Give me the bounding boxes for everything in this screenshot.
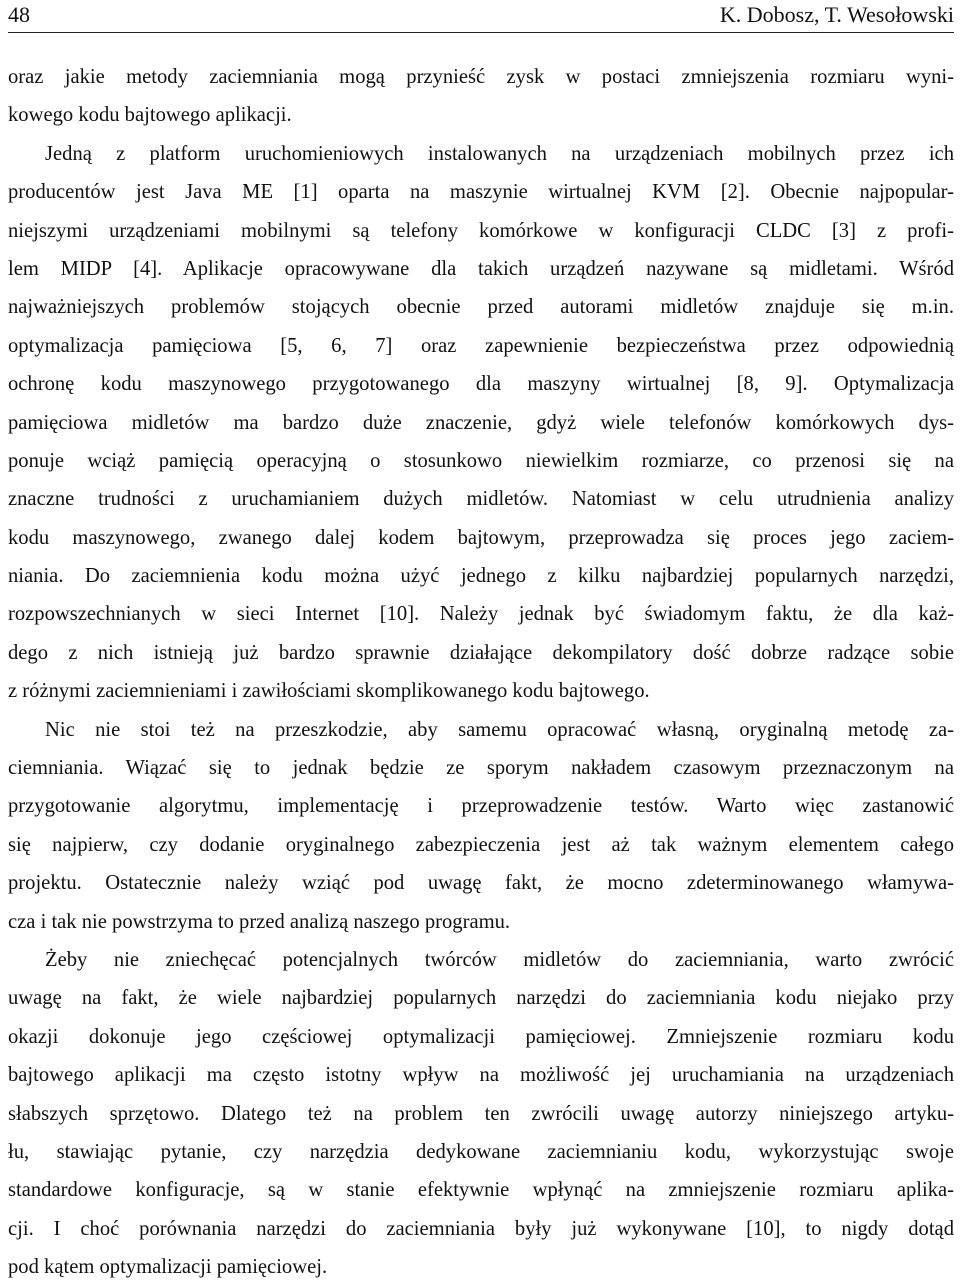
text-line: przygotowanie algorytmu, implementację i przeprowadzenie testów. Warto więc zastanowić	[8, 795, 954, 818]
text-line: Nic nie stoi też na przeszkodzie, aby samemu opracować własną, oryginalną metodę za-	[45, 718, 954, 741]
text-line: ochronę kodu maszynowego przygotowanego dla maszyny wirtualnej [8, 9]. Optymalizacja	[8, 373, 954, 396]
text-line: rozpowszechnianych w sieci Internet [10]. Należy jednak być świadomym faktu, że dla każ-	[8, 603, 954, 626]
text-line: cza i tak nie powstrzyma to przed analizą naszego programu.	[8, 910, 511, 933]
text-line: projektu. Ostatecznie należy wziąć pod uwagę fakt, że mocno zdeterminowanego włamywa-	[8, 872, 954, 895]
text-line: się najpierw, czy dodanie oryginalnego zabezpieczenia jest aż tak ważnym elementem całego	[8, 833, 954, 856]
text-line: standardowe konfiguracje, są w stanie efektywnie wpłynąć na zmniejszenie rozmiaru aplika-	[8, 1179, 954, 1202]
text-line: niejszymi urządzeniami mobilnymi są telefony komórkowe w konfiguracji CLDC [3] z profi-	[8, 219, 954, 242]
text-line: pod kątem optymalizacji pamięciowej.	[8, 1256, 328, 1279]
text-line: pamięciowa midletów ma bardzo duże znaczenie, gdyż wiele telefonów komórkowych dys-	[8, 411, 954, 434]
text-line: ciemniania. Wiązać się to jednak będzie ze sporym nakładem czasowym przeznaczonym na	[8, 757, 954, 780]
document-page	[8, 0, 954, 1287]
running-header	[8, 0, 954, 33]
text-line: optymalizacja pamięciowa [5, 6, 7] oraz zapewnienie bezpieczeństwa przez odpowiednią	[8, 334, 954, 357]
page-number: 48	[8, 2, 30, 27]
text-line: uwagę na fakt, że wiele najbardziej popularnych narzędzi do zaciemniania kodu niejako przy	[8, 987, 954, 1010]
text-line: cji. I choć porównania narzędzi do zaciemniania były już wykonywane [10], to nigdy dotąd	[8, 1217, 954, 1240]
text-line: niania. Do zaciemnienia kodu można użyć jednego z kilku najbardziej popularnych narzędzi,	[8, 565, 954, 588]
text-line: kowego kodu bajtowego aplikacji.	[8, 104, 292, 127]
text-line: Żeby nie zniechęcać potencjalnych twórców midletów do zaciemniania, warto zwrócić	[45, 948, 954, 971]
text-line: lem MIDP [4]. Aplikacje opracowywane dla takich urządzeń nazywane są midletami. Wśród	[8, 257, 954, 280]
paragraph-4	[8, 941, 954, 1287]
text-line: Jedną z platform uruchomieniowych instalowanych na urządzeniach mobilnych przez ich	[45, 142, 954, 165]
text-line: kodu maszynowego, zwanego dalej kodem bajtowym, przeprowadza się proces jego zaciem-	[8, 526, 954, 549]
text-line: łu, stawiając pytanie, czy narzędzia dedykowane zaciemnianiu kodu, wykorzystując swoje	[8, 1140, 954, 1163]
text-line: bajtowego aplikacji ma często istotny wpływ na możliwość jej uruchamiania na urządzeniach	[8, 1064, 954, 1087]
body-text	[8, 58, 954, 1287]
text-line: oraz jakie metody zaciemniania mogą przynieść zysk w postaci zmniejszenia rozmiaru wyni-	[8, 66, 954, 88]
text-line: dego z nich istnieją już bardzo sprawnie działające dekompilatory dość dobrze radzące sobie	[8, 641, 954, 664]
text-line: ponuje wciąż pamięcią operacyjną o stosunkowo niewielkim rozmiarze, co przenosi się na	[8, 449, 954, 472]
text-line: znaczne trudności z uruchamianiem dużych midletów. Natomiast w celu utrudnienia analizy	[8, 488, 954, 511]
paragraph-1	[8, 58, 954, 135]
header-authors: K. Dobosz, T. Wesołowski	[719, 2, 954, 27]
text-line: producentów jest Java ME [1] oparta na maszynie wirtualnej KVM [2]. Obecnie najpopular-	[8, 181, 954, 204]
paragraph-2	[8, 135, 954, 711]
text-line: najważniejszych problemów stojących obecnie przed autorami midletów znajduje się m.in.	[8, 296, 954, 319]
text-line: okazji dokonuje jego częściowej optymalizacji pamięciowej. Zmniejszenie rozmiaru kodu	[8, 1025, 954, 1048]
text-line: słabszych sprzętowo. Dlatego też na problem ten zwrócili uwagę autorzy niniejszego artyku-	[8, 1102, 954, 1125]
text-line: z różnymi zaciemnieniami i zawiłościami skomplikowanego kodu bajtowego.	[8, 680, 650, 703]
paragraph-3	[8, 711, 954, 941]
